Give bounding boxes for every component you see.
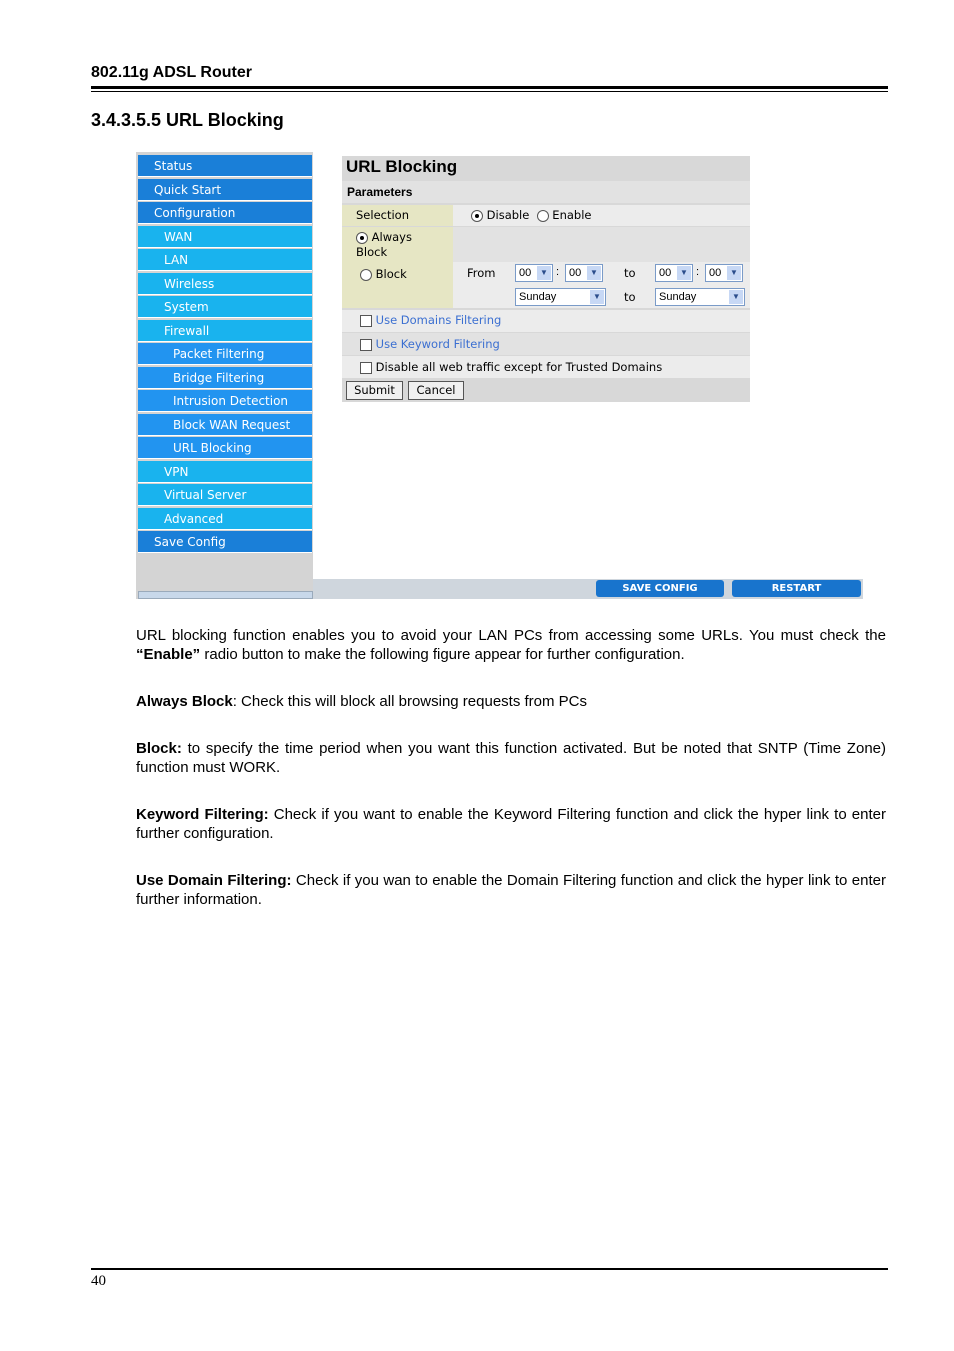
block-label: Block [375, 267, 407, 281]
enable-label: Enable [552, 208, 592, 222]
sidebar-item[interactable]: Firewall [138, 320, 312, 342]
from-minute-select[interactable] [565, 264, 603, 282]
sidebar-item[interactable]: System [138, 296, 312, 318]
sidebar-item[interactable]: Virtual Server [138, 484, 312, 506]
chevron-down-icon: ▼ [537, 266, 551, 280]
keyword-desc: Check if you want to enable the Keyword Filtering function and click the hyper link to enter further configuration. [136, 806, 886, 842]
from-hour-select[interactable] [515, 264, 553, 282]
from-label: From [467, 266, 496, 280]
disable-label: Disable [486, 208, 530, 222]
to-minute-select[interactable] [705, 264, 743, 282]
to-label: to [624, 266, 636, 280]
sidebar-item[interactable]: Bridge Filtering [138, 367, 312, 389]
header-rule [91, 86, 888, 89]
disable-all-checkbox[interactable] [360, 362, 372, 374]
use-domains-checkbox[interactable] [360, 315, 372, 327]
paragraph-always-block [136, 692, 886, 711]
header-rule-thin [91, 91, 888, 92]
to-day-select[interactable] [655, 288, 745, 306]
sidebar-item[interactable]: Wireless [138, 273, 312, 295]
block-term: Block: [136, 740, 182, 757]
page-number: 40 [91, 1273, 106, 1289]
sidebar-item[interactable]: Save Config [138, 531, 312, 553]
use-domains-link[interactable]: Use Domains Filtering [375, 313, 502, 327]
save-config-button[interactable]: SAVE CONFIG [596, 580, 724, 597]
to-hour-value: 00 [659, 267, 672, 279]
section-title: 3.4.3.5.5 URL Blocking [91, 110, 284, 130]
use-keyword-option[interactable] [360, 337, 500, 351]
always-block-desc: : Check this will block all browsing requests from PCs [232, 693, 588, 710]
block-desc: to specify the time period when you want this function activated. But be noted that SNTP (Time Zone) function must WORK. [136, 740, 886, 776]
use-domains-option[interactable] [360, 313, 501, 327]
time-colon: : [556, 266, 560, 278]
sidebar-item[interactable]: LAN [138, 249, 312, 271]
time-colon: : [696, 266, 700, 278]
from-hour-value: 00 [519, 267, 532, 279]
domain-term: Use Domain Filtering: [136, 872, 292, 889]
from-minute-value: 00 [569, 267, 582, 279]
form-title: URL Blocking [346, 157, 458, 176]
sidebar-item[interactable]: URL Blocking [138, 437, 312, 459]
horizontal-scrollbar[interactable] [138, 591, 313, 599]
domain-desc: Check if you wan to enable the Domain Filtering function and click the hyper link to enter further information. [136, 872, 886, 908]
chevron-down-icon: ▼ [590, 290, 604, 304]
from-day-select[interactable] [515, 288, 606, 306]
block-radio[interactable] [360, 269, 372, 281]
to-minute-value: 00 [709, 267, 722, 279]
keyword-term: Keyword Filtering: [136, 806, 269, 823]
to-day-label: to [624, 290, 636, 304]
paragraph-intro [136, 626, 886, 664]
footer-rule [91, 1268, 888, 1270]
sidebar-item[interactable]: Status [138, 155, 312, 177]
disable-all-option[interactable] [360, 360, 662, 374]
always-block-radio[interactable] [356, 232, 368, 244]
from-day-value: Sunday [519, 291, 557, 303]
always-block-option[interactable] [356, 230, 436, 260]
sidebar-item[interactable]: Block WAN Request [138, 414, 312, 436]
intro-text-end: radio button to make the following figure appear for further configuration. [200, 646, 685, 663]
always-block-label: Always Block [356, 230, 412, 259]
restart-button[interactable]: RESTART [732, 580, 861, 597]
sidebar-item[interactable]: Packet Filtering [138, 343, 312, 365]
enable-radio[interactable] [537, 210, 549, 222]
chevron-down-icon: ▼ [727, 266, 741, 280]
always-block-term: Always Block [136, 693, 233, 710]
to-hour-select[interactable] [655, 264, 693, 282]
document-header-title: 802.11g ADSL Router [91, 64, 252, 81]
paragraph-block [136, 739, 886, 777]
sidebar-menu [136, 152, 313, 599]
disable-option[interactable] [471, 208, 591, 222]
disable-all-label: Disable all web traffic except for Trusted Domains [375, 360, 663, 374]
block-option[interactable] [360, 267, 407, 281]
sidebar-item[interactable]: Configuration [138, 202, 312, 224]
cancel-button[interactable]: Cancel [408, 381, 464, 400]
use-keyword-link[interactable]: Use Keyword Filtering [375, 337, 500, 351]
submit-button[interactable]: Submit [346, 381, 403, 400]
chevron-down-icon: ▼ [729, 290, 743, 304]
parameters-label: Parameters [347, 185, 413, 199]
paragraph-keyword [136, 805, 886, 843]
sidebar-item[interactable]: VPN [138, 461, 312, 483]
intro-text: URL blocking function enables you to avoid your LAN PCs from accessing some URLs. You must check the [136, 627, 886, 644]
intro-enable-bold: “Enable” [136, 646, 201, 663]
paragraph-domain [136, 871, 886, 909]
chevron-down-icon: ▼ [587, 266, 601, 280]
disable-radio[interactable] [471, 210, 483, 222]
chevron-down-icon: ▼ [677, 266, 691, 280]
sidebar-item[interactable]: WAN [138, 226, 312, 248]
selection-label: Selection [356, 208, 409, 222]
use-keyword-checkbox[interactable] [360, 339, 372, 351]
sidebar-item[interactable]: Intrusion Detection [138, 390, 312, 412]
sidebar-item[interactable]: Quick Start [138, 179, 312, 201]
sidebar-item[interactable]: Advanced [138, 508, 312, 530]
to-day-value: Sunday [659, 291, 697, 303]
